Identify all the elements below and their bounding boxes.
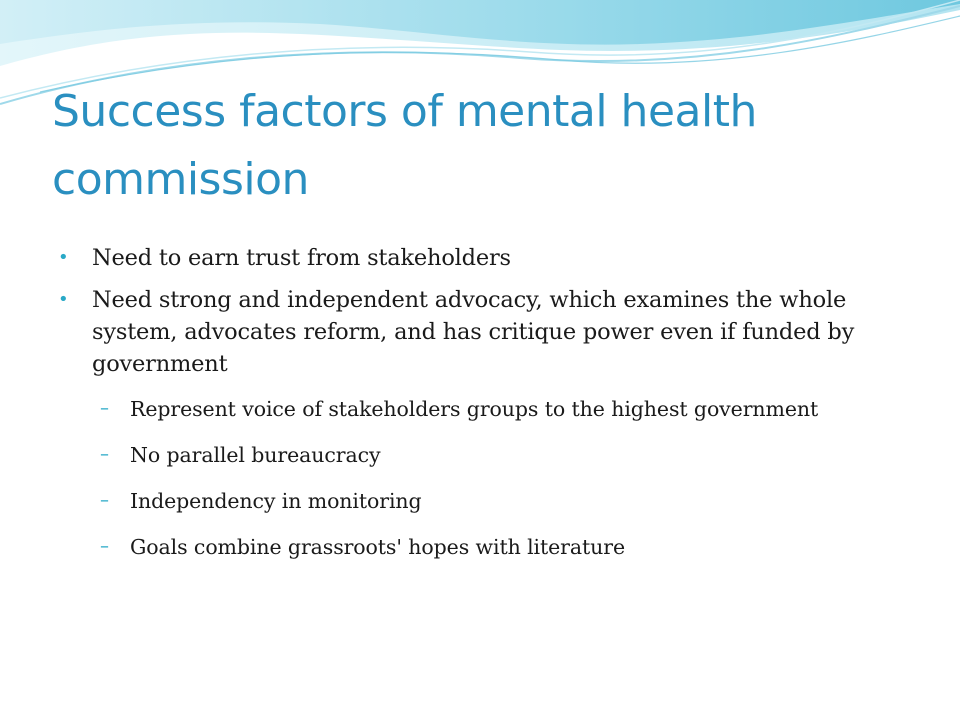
bullet-item [58,284,918,380]
sub-bullet-text: No parallel bureaucracy [130,443,381,467]
slide-body [58,242,918,578]
sub-bullet-item [58,440,918,470]
dash-icon: – [100,536,109,557]
bullet-dot-icon: • [58,247,69,268]
sub-bullet-text: Independency in monitoring [130,489,422,513]
sub-bullet-item [58,532,918,562]
bullet-text: Need to earn trust from stakeholders [92,245,511,271]
sub-bullet-list [58,394,918,562]
bullet-dot-icon: • [58,289,69,310]
bullet-text: Need strong and independent advocacy, which examines the whole system, advocates reform, and has critique power even if funded by government [92,287,855,377]
dash-icon: – [100,490,109,511]
bullet-item [58,242,918,274]
slide-title: Success factors of mental health commission [52,86,757,205]
dash-icon: – [100,398,109,419]
sub-bullet-text: Goals combine grassroots' hopes with literature [130,535,625,559]
dash-icon: – [100,444,109,465]
sub-bullet-item [58,486,918,516]
sub-bullet-text: Represent voice of stakeholders groups to the highest government [130,397,819,421]
sub-bullet-item [58,394,918,424]
